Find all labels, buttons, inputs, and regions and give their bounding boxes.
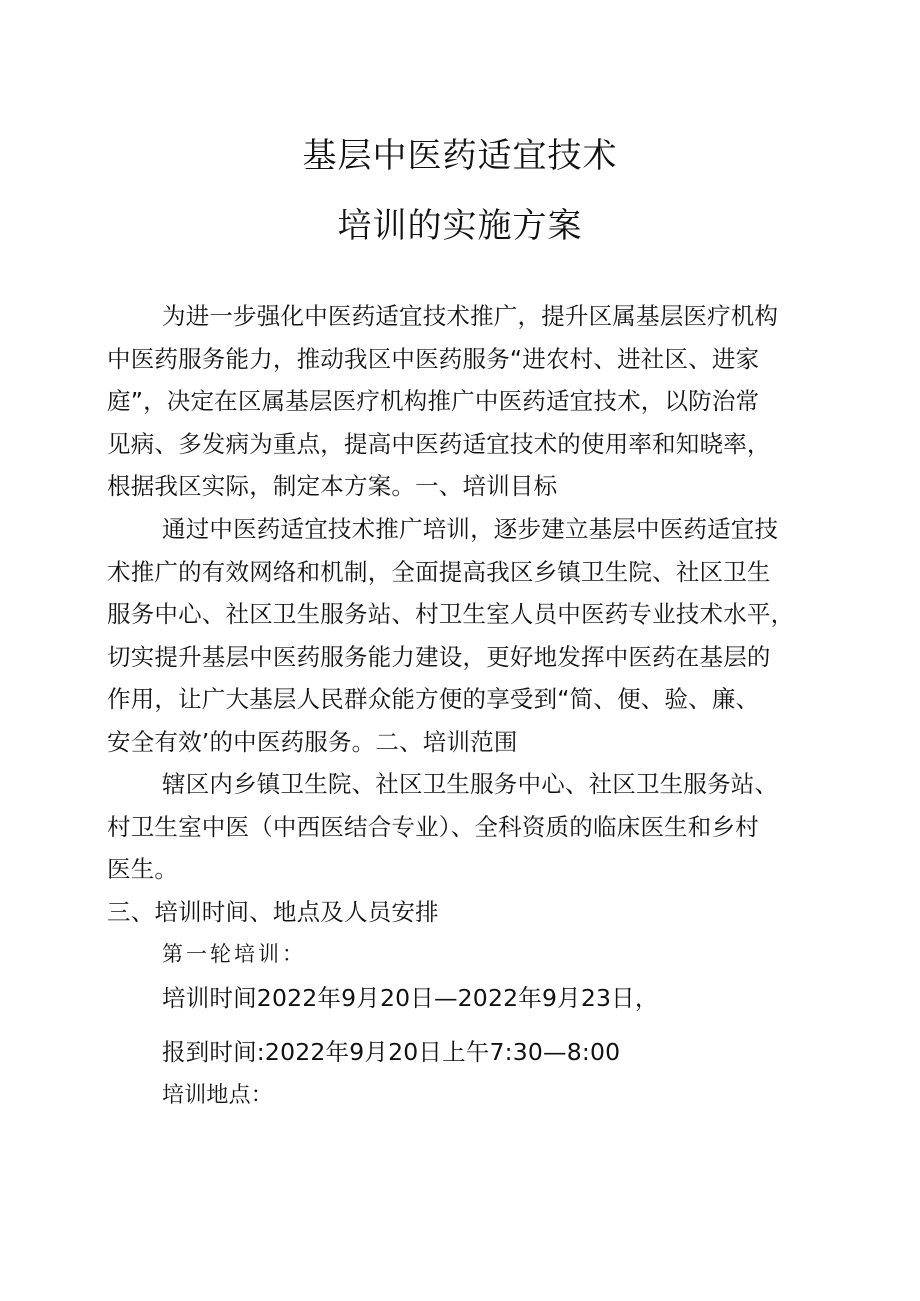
body-line: 辖区内乡镇卫生院、社区卫生服务中心、社区卫生服务站、: [162, 770, 779, 798]
training-time: 培训时间2022年9月20日—2022年9月23日，: [162, 984, 659, 1012]
body-line: 术推广的有效网络和机制，全面提高我区乡镇卫生院、社区卫生: [107, 558, 771, 586]
body-line: 医生。: [107, 855, 179, 883]
body-line: 切实提升基层中医药服务能力建设，更好地发挥中医药在基层的: [107, 643, 771, 671]
subsection-heading: 第一轮培训：: [162, 942, 306, 966]
body-line: 安全有效’的中医药服务。二、培训范围: [107, 728, 518, 756]
body-line: 为进一步强化中医药适宜技术推广，提升区属基层医疗机构: [162, 302, 779, 330]
document-title-line-2: 培训的实施方案: [337, 206, 583, 246]
body-line: 村卫生室中医（中西医结合专业）、全科资质的临床医生和乡村: [107, 813, 759, 841]
body-line: 见病、多发病为重点，提高中医药适宜技术的使用率和知晓率，: [107, 430, 771, 458]
section-heading: 三、培训时间、地点及人员安排: [107, 898, 439, 926]
training-location: 培训地点：: [162, 1083, 274, 1108]
body-line: 通过中医药适宜技术推广培训，逐步建立基层中医药适宜技: [162, 515, 779, 543]
body-line: 服务中心、社区卫生服务站、村卫生室人员中医药专业技术水平，: [107, 600, 795, 628]
registration-time: 报到时间:2022年9月20日上午7:30—8:00: [162, 1038, 621, 1066]
body-line: 根据我区实际，制定本方案。一、培训目标: [107, 472, 558, 500]
body-line: 作用，让广大基层人民群众能方便的享受到“简、便、验、廉、: [107, 685, 760, 713]
document-title-line-1: 基层中医药适宜技术: [302, 136, 618, 176]
body-line: 庭”，决定在区属基层医疗机构推广中医药适宜技术，以防治常: [107, 387, 760, 415]
body-line: 中医药服务能力，推动我区中医药服务“进农村、进社区、进家: [107, 345, 760, 373]
